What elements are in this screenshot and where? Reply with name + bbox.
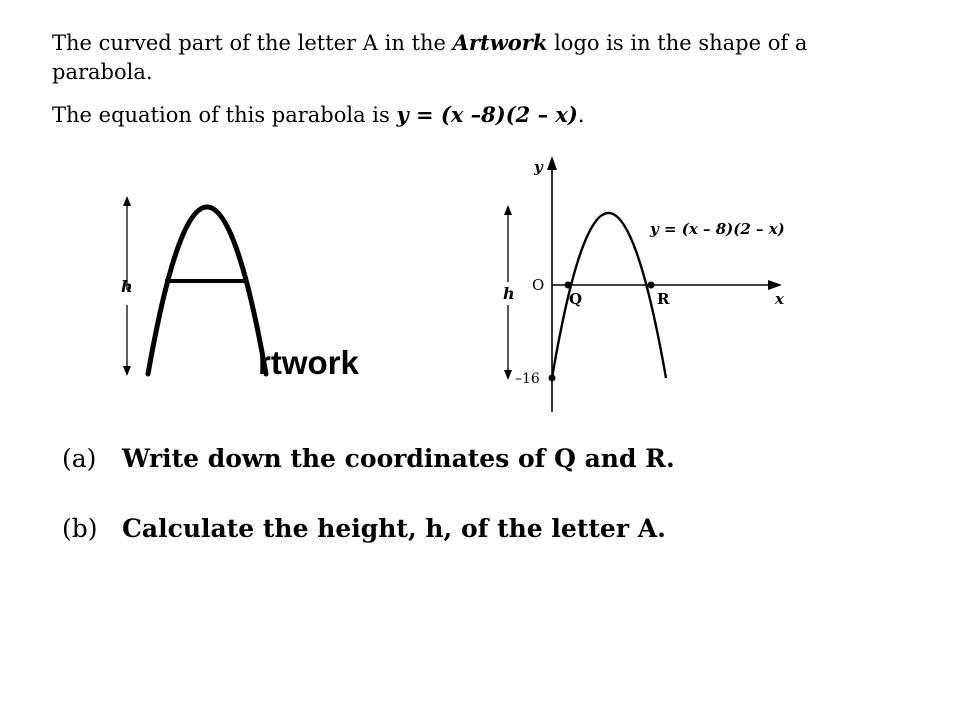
point-y-intercept [549,375,556,382]
y-intercept-label: –16 [515,371,540,387]
parabola-graph [503,156,785,412]
intro-text: The curved part of the letter A in the [52,31,453,55]
period: . [577,103,585,127]
intro-text: logo is in the shape of a parabola. [52,31,808,84]
question-a-text: Write down the coordinates of Q and R. [122,444,675,473]
artwork-logo [121,196,360,381]
x-axis-arrow-icon [768,280,782,290]
logo-wordmark: rtwork [258,344,359,381]
point-r-label: R [657,290,670,308]
origin-label: O [532,276,545,294]
question-a-label: (a) [62,444,97,473]
question-b [62,514,666,543]
y-axis-arrow-icon [547,156,557,170]
letter-a-parabola [148,207,266,374]
point-q-label: Q [569,290,583,308]
question-b-text: Calculate the height, h, of the letter A. [122,514,666,543]
equation: y = (x –8)(2 – x) [396,102,578,127]
graph-arrowhead-up-icon [504,205,512,215]
equation-intro: The equation of this parabola is [52,103,397,127]
question-a [62,444,675,473]
graph-h-label: h [503,284,515,303]
curve-equation-label: y = (x – 8)(2 – x) [650,220,785,238]
y-axis-label: y [534,158,543,176]
graph-arrowhead-down-icon [504,370,512,380]
arrowhead-down-icon [123,366,131,376]
question-b-label: (b) [62,514,98,543]
x-axis-label: x [775,290,784,308]
arrowhead-up-icon [123,196,131,206]
point-q [565,282,572,289]
logo-h-label: h [121,277,133,296]
point-r [648,282,655,289]
brand-name: Artwork [452,30,548,55]
